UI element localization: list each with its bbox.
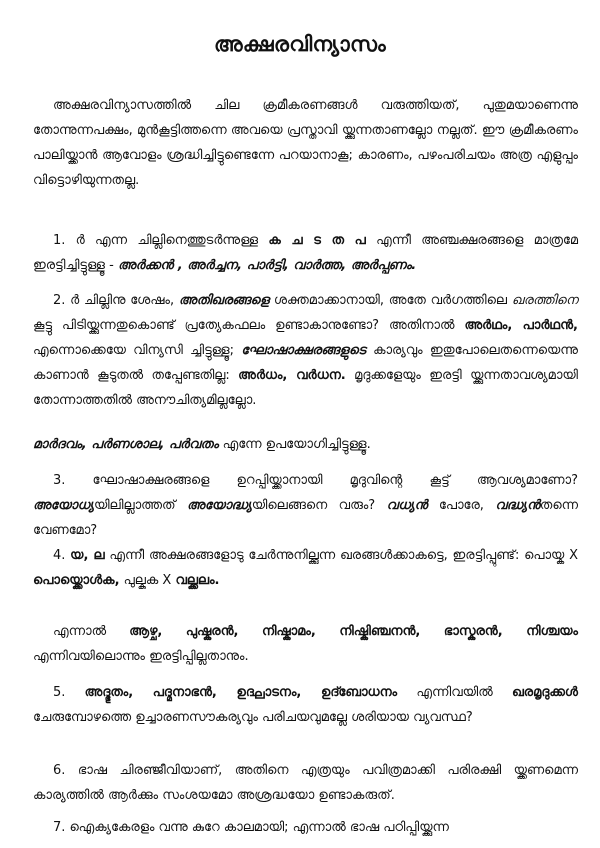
item2-example-2: അർധം, വർധന. <box>238 368 346 383</box>
item3-word-3: വധ്യൻ <box>386 498 428 513</box>
item2-example-1: അർഥം, പാർഥൻ, <box>464 318 578 333</box>
item7-text: 7. ഐക്യകേരളം വന്നു കുറേ കാലമായി; എന്നാൽ ഭാഷ പഠിപ്പിയ്ക്കുന്ന <box>53 820 449 835</box>
item4b-words: ആഴ്ച, പുഷ്കരൻ, നിഷ്കാമം, നിഷ്കിഞ്ചനൻ, ഭാസ്കരൻ, നിശ്ചയം <box>129 624 578 639</box>
item5-words: അദ്ഭുതം, പദ്മനാഭൻ, ഉദ്ഘാടനം, ഉദ്ബോധനം <box>84 685 398 700</box>
item2-text-d: എന്നൊക്കെയേ വിന്യസി ച്ചിട്ടുള്ളൂ; <box>33 343 234 358</box>
item-4 <box>33 543 578 593</box>
item3-word-1: അയോധ്യ <box>33 498 94 513</box>
intro-text: അക്ഷരവിന്യാസത്തിൽ ചില ക്രമീകരണങ്ങൾ വരുത്തിയത്, പുതുമയാണെന്നു തോന്നുന്നപക്ഷം, മുൻകൂട്ടിത്തന്നെ അവയെ പ്രസ്താവി യ്ക്കുന്നതാണല്ലോ നല്ലത്. ഈ ക്രമീകരണം പാലിയ്ക്കാൻ ആവോളം ശ്രദ്ധിച്ചിട്ടുണ്ടെന്നേ പറയാനാകൂ; കാരണം, പഴംപരിചയം അത്ര എളുപ്പം വിട്ടൊഴിയുന്നതല്ല. <box>33 98 578 188</box>
item2-text-a: 2. ർ ചില്ലിനു ശേഷം, <box>53 293 175 308</box>
item-5 <box>33 680 578 730</box>
item4b-text-a: എന്നാൽ <box>53 624 107 639</box>
item4-example-2: വല്ക്കലം. <box>175 573 220 588</box>
item2-term-3: ഘോഷാക്ഷരങ്ങളുടെ <box>241 343 366 358</box>
item-2 <box>33 288 578 413</box>
item1-text-a: 1. ർ എന്ന ചില്ലിനെത്തുടർന്നുള്ള <box>53 233 259 248</box>
item1-text-b: എന്നീ അഞ്ചക്ഷരങ്ങളെ മാത്രമേ ഇരട്ടിച്ചിട്ടുള്ളൂ - <box>33 233 579 273</box>
item-7 <box>33 815 578 840</box>
item4-letters: യ, ല <box>70 548 105 563</box>
intro-paragraph <box>33 93 578 193</box>
item6-text: 6. ഭാഷ ചിരഞ്ജീവിയാണ്, അതിനെ എത്രയും പവിത്രമാക്കി പരിരക്ഷി യ്ക്കണമെന്ന കാര്യത്തിൽ ആർക്കും സംശയമോ അശ്രദ്ധയോ ഉണ്ടാകരുത്. <box>33 763 578 803</box>
item-6 <box>33 758 578 808</box>
item5-text-c: ചേരുമ്പോഴത്തെ ഉച്ചാരണസൗകര്യവും പരിചയവുമല്ലേ ശരിയായ വ്യവസ്ഥ? <box>33 710 473 725</box>
item2b-rest: എന്നേ ഉപയോഗിച്ചിട്ടുള്ളൂ. <box>222 437 371 452</box>
item2-term-1: അതിഖരങ്ങളെ <box>178 293 270 308</box>
item5-number: 5. <box>53 685 66 700</box>
item5-term: ഖരമൃദുക്കൾ <box>511 685 578 700</box>
item1-examples: അർക്കൻ , അർച്ചന, പാർട്ടി, വാർത്ത, അർപ്പണം. <box>117 258 417 273</box>
item-3 <box>33 468 578 543</box>
item5-text-b: എന്നിവയിൽ <box>416 685 493 700</box>
item4-number: 4. <box>53 548 66 563</box>
item4b-text-b: എന്നിവയിലൊന്നും ഇരട്ടിപ്പില്ലതാനും. <box>33 649 249 664</box>
item1-letters: ക ച ട ത പ <box>268 233 366 248</box>
item2b-examples: മാർദവം, പർണശാല, പർവതം <box>33 437 219 452</box>
item3-word-2: അയോദ്ധ്യ <box>187 498 252 513</box>
item3-text-d: പോരേ, <box>438 498 484 513</box>
item3-text-a: 3. ഘോഷാക്ഷരങ്ങളെ ഉറപ്പിയ്ക്കാനായി മൃദുവിന്റെ കൂട്ട് ആവശ്യമാണോ? <box>53 473 578 488</box>
item2-text-b: ശക്തമാക്കാനായി, അതേ വർഗത്തിലെ <box>273 293 508 308</box>
item3-word-4: വദ്ധ്യൻ <box>495 498 540 513</box>
item4-text-b: എന്നീ അക്ഷരങ്ങളോടു ചേർന്നുനില്ക്കുന്ന ഖരങ്ങൾക്കാകട്ടെ, ഇരട്ടിപ്പുണ്ട്: പൊയ്ക X <box>109 548 578 563</box>
item3-text-c: യിലെങ്ങനെ വരും? <box>251 498 376 513</box>
item2-text-c: കൂട്ടു പിടിയ്ക്കുന്നതുകൊണ്ട് പ്രത്യേകഫലം ഉണ്ടാകാനുണ്ടോ? അതിനാൽ <box>33 318 455 333</box>
item3-text-b: യിലില്ലാത്തത് <box>93 498 176 513</box>
page-title: അക്ഷരവിന്യാസം <box>214 32 386 56</box>
item-4-continued <box>33 619 578 669</box>
item-1 <box>33 228 578 278</box>
item4-example-1: പൊയ്ക്കൊൾക, <box>33 573 120 588</box>
item2-text-f: മൃദുക്കളേയും ഇരട്ടി യ്ക്കുന്നതാവശ്യമായി തോന്നാത്തതിൽ അനൗചിത്യമില്ലല്ലോ. <box>33 368 578 408</box>
item3-text-e: തന്നെ വേണമോ? <box>33 498 578 538</box>
item2-text-e: കാര്യവും ഇതുപോലെതന്നെയെന്നു കാണാൻ കൂടുതൽ തപ്പേണ്ടതില്ല: <box>33 343 578 383</box>
item-2-continued <box>33 432 578 457</box>
item4-text-c: പുല്കുക X <box>123 573 172 588</box>
item2-term-2: ഖരത്തിനെ <box>511 293 578 308</box>
